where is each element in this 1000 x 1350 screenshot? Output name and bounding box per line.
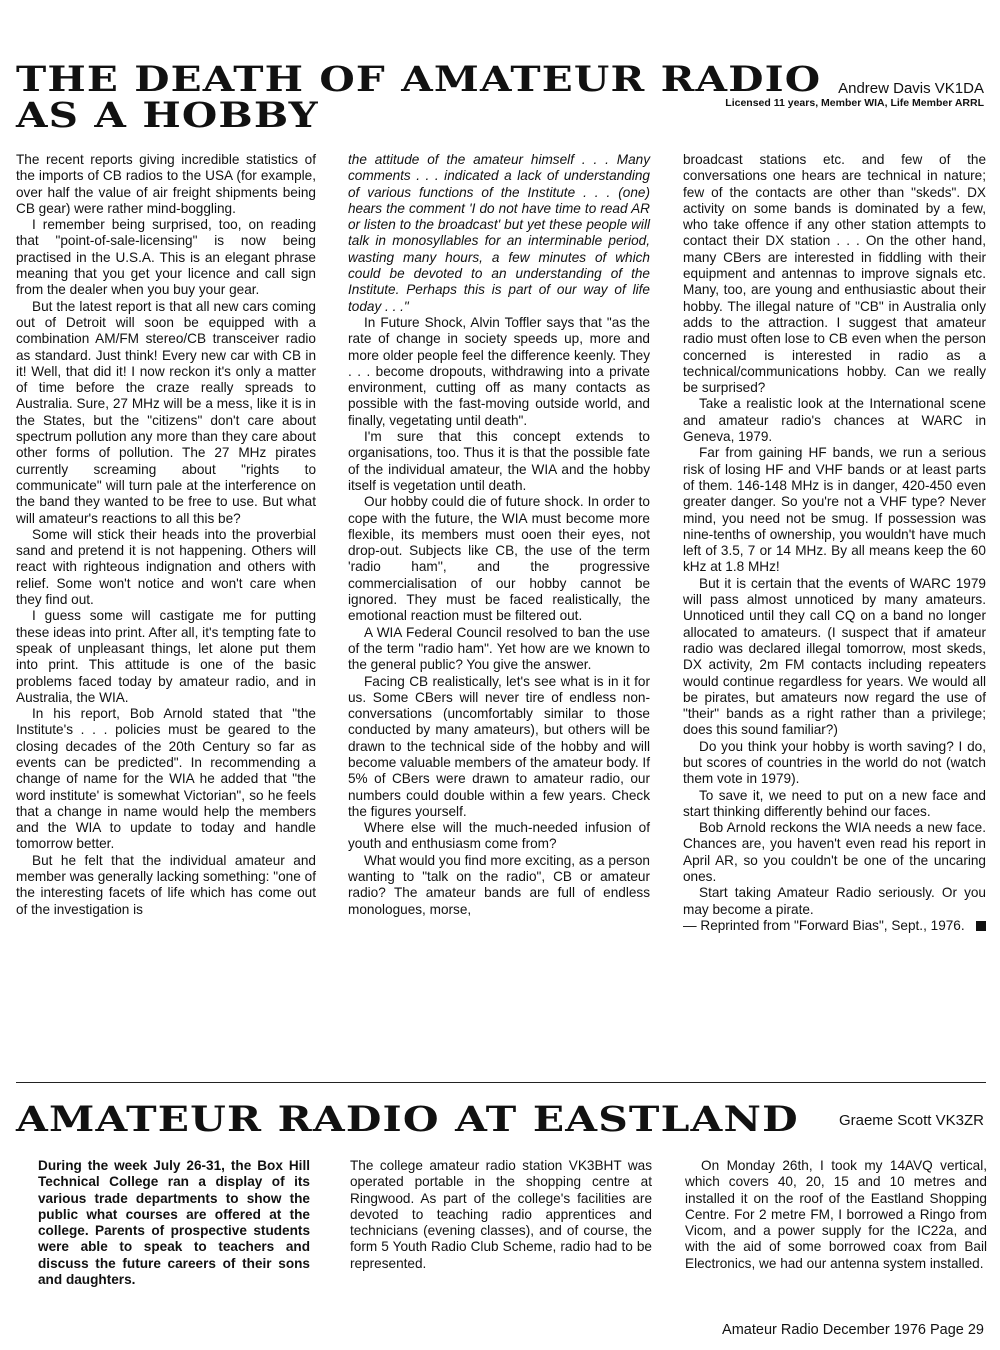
article2-author: Graeme Scott VK3ZR <box>838 1112 984 1129</box>
article-author-info: Licensed 11 years, Member WIA, Life Member ARRL <box>725 97 984 109</box>
article2-title: AMATEUR RADIO AT EASTLAND <box>16 1099 799 1140</box>
paragraph: the attitude of the amateur himself . . . Many comments . . . indicated a lack of understanding of various functions of the Institute . . . (one) hears the comment 'I do not have time to read AR or listen to the broadcast' but yet these people will talk in monosyllables for an interminable period, wasting many hours, a few minutes of which could be devoted to an understanding of the Institute. Perhaps this is part of our way of life today . . ." <box>348 152 650 314</box>
article-column-1 <box>16 152 316 918</box>
paragraph: I guess some will castigate me for putting these ideas into print. After all, it's tempting fate to speak of unpleasant things, let alone put them into print. This attitude is one of the basic problems faced today by amateur radio, and in Australia, the WIA. <box>16 608 316 705</box>
paragraph: A WIA Federal Council resolved to ban the use of the term "radio ham". Yet how are we known to the general public? You give the answer. <box>348 624 650 673</box>
paragraph: On Monday 26th, I took my 14AVQ vertical, which covers 40, 20, 15 and 10 metres and installed it on the roof of the Eastland Shopping Centre. For 2 metre FM, I borrowed a Ringo from Vicom, and a power supply for the IC22a, and with the aid of some borrowed coax from Bail Electronics, we had our antenna system installed. <box>685 1158 987 1271</box>
paragraph: Take a realistic look at the International scene and amateur radio's chances at WARC in Geneva, 1979. <box>683 396 986 445</box>
paragraph: In Future Shock, Alvin Toffler says that "as the rate of change in society speeds up, more and more older people feel the difference keenly. They . . . become dropouts, withdrawing into a private environment, cutting off as many contacts as possible with the fast-moving outside world, and finally, vegetating until death". <box>348 314 650 428</box>
paragraph: Facing CB realistically, let's see what is in it for us. Some CBers will never tire of endless non-conversations (uncomfortably similar to those conducted by many amateurs), but others will be drawn to the technical side of the hobby and will become valuable members of the amateur body. If 5% of CBers were drawn to amateur radio, our numbers could double within a few years. Check the figures yourself. <box>348 673 650 819</box>
paragraph: Start taking Amateur Radio seriously. Or you may become a pirate. <box>683 885 986 917</box>
paragraph: In his report, Bob Arnold stated that "the Institute's . . . policies must be geared to the closing decades of the 20th Century so far as events can be predicted". In recommending a change of name for the WIA he added that "the word institute' is somewhat Victorian", so he feels that a change in name would help the members and the WIA to update to today and handle tomorrow better. <box>16 706 316 852</box>
paragraph: Where else will the much-needed infusion of youth and enthusiasm come from? <box>348 820 650 852</box>
paragraph: The recent reports giving incredible statistics of the imports of CB radios to the USA (for example, over half the value of air freight shipments being CB gear) were rather mind-boggling. <box>16 152 316 216</box>
paragraph: I remember being surprised, too, on reading that "point-of-sale-licensing" is now being practised in the U.S.A. This is an elegant phrase meaning that you get your licence and call sign from the dealer when you buy your gear. <box>16 217 316 298</box>
end-mark-icon <box>976 921 986 931</box>
paragraph: The college amateur radio station VK3BHT was operated portable in the shopping centre at Ringwood. As part of the college's facilities are devoted to teaching radio apprentices and technicians (evening classes), and of course, the form 5 Youth Radio Club Scheme, radio had to be represented. <box>350 1158 652 1271</box>
article-column-2 <box>348 152 650 918</box>
paragraph: What would you find more exciting, as a person wanting to "talk on the radio", CB or amateur radio? The amateur bands are full of endless monologues, morse, <box>348 852 650 917</box>
paragraph: But the latest report is that all new cars coming out of Detroit will soon be equipped with a combination AM/FM stereo/CB transceiver radio as standard. Just think! Every new car with CB in it! Well, that did it! I now reckon it's only a matter of time before the craze really spreads to Australia. Sure, 27 MHz will be a mess, like it is in the States, but the "citizens" don't care about spectrum pollution any more than they care about other forms of pollution. The 27 MHz pirates currently screaming about "rights to communicate" will turn pale at the interference on the band they wanted to be free to use. But what will amateur's reactions to all this be? <box>16 298 316 526</box>
article-title-line1: THE DEATH OF AMATEUR RADIO <box>16 59 822 100</box>
section-divider <box>16 1082 986 1083</box>
article-column-3 <box>683 152 986 934</box>
reprint-credit <box>683 918 986 934</box>
paragraph: Do you think your hobby is worth saving? I do, but scores of countries in the world do not (watch them vote in 1979). <box>683 738 986 787</box>
article2-intro <box>38 1158 310 1288</box>
article2-column-3 <box>685 1158 987 1272</box>
reprint-credit-text: — Reprinted from "Forward Bias", Sept., 1976. <box>683 917 965 933</box>
article-title-line2: AS A HOBBY <box>16 95 319 136</box>
article2-column-2 <box>350 1158 652 1272</box>
paragraph: But he felt that the individual amateur and member was generally lacking something: "one of the interesting facets of life which has come out of the investigation is <box>16 852 316 917</box>
paragraph: Far from gaining HF bands, we run a serious risk of losing HF and VHF bands or at least parts of them. 146-148 MHz is in danger, 420-450 even greater danger. So you're not a VHF type? Never mind, you need not be smug. If possession was nine-tenths of ownership, you wouldn't have much left of 3.5, 7 or 14 MHz. By all means keep the 60 kHz at 1.8 MHz! <box>683 445 986 575</box>
paragraph: Bob Arnold reckons the WIA needs a new face. Chances are, you haven't even read his report in April AR, so you couldn't be one of the uncaring ones. <box>683 820 986 885</box>
article-author: Andrew Davis VK1DA <box>838 80 984 97</box>
paragraph: Some will stick their heads into the proverbial sand and pretend it is not happening. Others will react with righteous indignation and others with relief. Some won't notice and won't care when they find out. <box>16 526 316 608</box>
paragraph: To save it, we need to put on a new face and start thinking differently behind our faces. <box>683 787 986 819</box>
page-footer: Amateur Radio December 1976 Page 29 <box>722 1322 984 1338</box>
paragraph: Our hobby could die of future shock. In order to cope with the future, the WIA must become more flexible, its members must ooen their eyes, not drop-out. Subjects like CB, the use of the term 'radio ham'', and the progressive commercialisation of our hobby cannot be ignored. They must be faced realistically, the emotional reaction must be filtered out. <box>348 494 650 624</box>
paragraph: broadcast stations etc. and few of the conversations one hears are technical in nature; few of the contacts are other than "skeds". DX activity on some bands is dominated by a few, who take offence if any other station attempts to contact their DX station . . . On the other hand, many CBers are interested in fiddling with their equipment and antennas to improve signals etc. Many, too, are young and enthusiastic about their hobby. The illegal nature of "CB" in Australia only adds to the attraction. I suggest that amateur radio must often lose to CB even when the person concerned is interested in radio as a technical/communications hobby. Can we really be surprised? <box>683 152 986 396</box>
paragraph: During the week July 26-31, the Box Hill Technical College ran a display of its various trade departments to show the public what courses are offered at the college. Parents of prospective students were able to speak to teachers and discuss the future careers of their sons and daughters. <box>38 1158 310 1288</box>
paragraph: But it is certain that the events of WARC 1979 will pass almost unnoticed by many amateurs. Unnoticed until they call CQ on a band no longer allocated to amateurs. (I suspect that if amateur radio was declared illegal tomorrow, most skeds, DX activity, 2m FM contacts including repeaters would continue regardless for years. We would all be pirates, but amateurs now regard the use of "their" bands as a right rather than a privilege; does this sound familiar?) <box>683 575 986 738</box>
paragraph: I'm sure that this concept extends to organisations, too. Thus it is that the possible fate of the individual amateur, the WIA and the hobby itself is vegetation until death. <box>348 429 650 493</box>
